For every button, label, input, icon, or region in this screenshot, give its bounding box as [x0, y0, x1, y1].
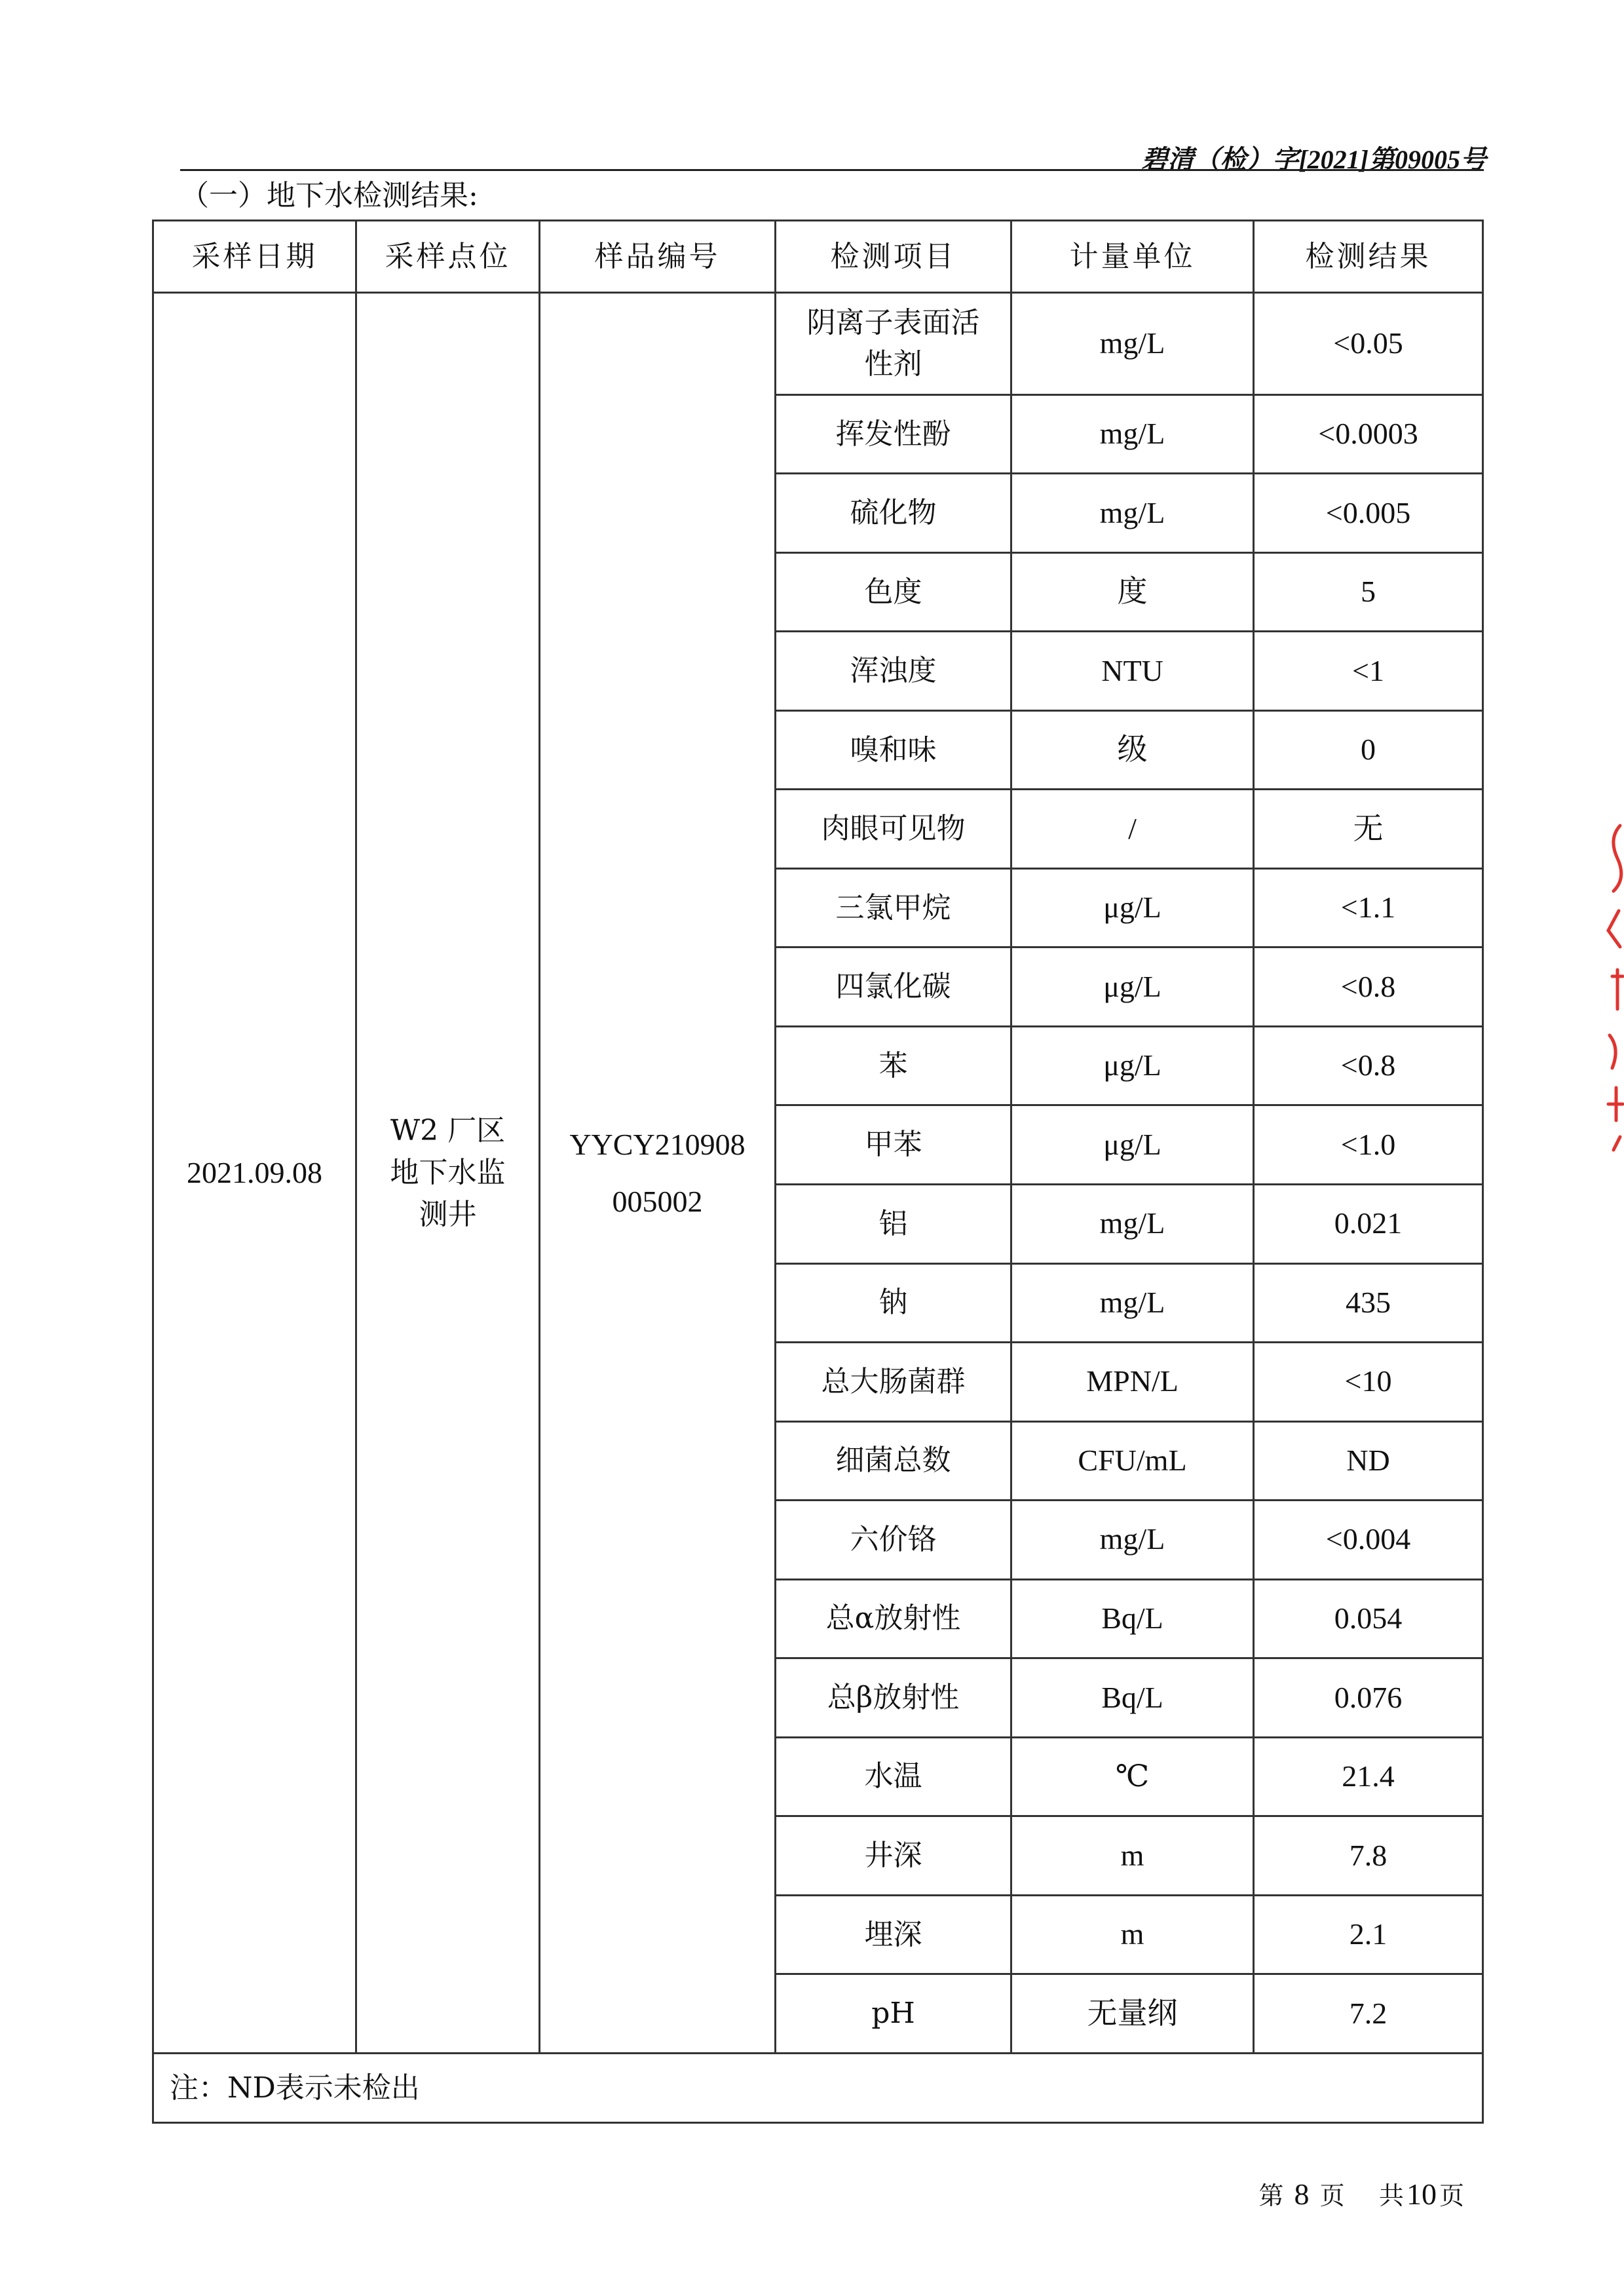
- sample-site-cell-line: 地下水监: [390, 1156, 506, 1190]
- sample-site-cell-line: 测井: [419, 1197, 477, 1231]
- result-cell: 2.1: [1254, 1895, 1483, 1974]
- test-item-cell: [776, 1343, 1011, 1422]
- unit-cell: Bq/L: [1011, 1658, 1254, 1738]
- test-item-cell: [776, 1816, 1011, 1896]
- test-item-cell: [776, 947, 1011, 1027]
- column-header: 检测结果: [1254, 221, 1483, 293]
- result-cell: <1.0: [1254, 1105, 1483, 1185]
- test-item-cell: [776, 1105, 1011, 1185]
- test-item-cell: [776, 790, 1011, 869]
- unit-cell: MPN/L: [1011, 1343, 1254, 1422]
- test-item-cell: [776, 293, 1011, 395]
- report-number: 碧清（检）字[2021]第09005号: [1141, 145, 1486, 174]
- test-item-line: 水温: [864, 1759, 922, 1793]
- result-cell: 0: [1254, 710, 1483, 790]
- note-row: [153, 2054, 1483, 2123]
- page-footer: [1257, 2175, 1465, 2211]
- test-item-cell: [776, 1026, 1011, 1105]
- column-header: 采样点位: [356, 221, 540, 293]
- result-cell: <1: [1254, 632, 1483, 711]
- test-item-line: 阴离子表面活: [806, 305, 980, 339]
- table-body: [153, 293, 1483, 2054]
- result-cell: 7.2: [1254, 1974, 1483, 2054]
- test-item-cell: [776, 632, 1011, 711]
- test-item-line: 三氯甲烷: [835, 890, 951, 925]
- unit-cell: 级: [1011, 710, 1254, 790]
- unit-cell: m: [1011, 1816, 1254, 1896]
- test-item-line: 总β放射性: [827, 1680, 960, 1714]
- page-current: 8: [1294, 2177, 1310, 2211]
- test-item-line: 性剂: [864, 347, 922, 381]
- result-cell: <10: [1254, 1343, 1483, 1422]
- test-item-line: 挥发性酚: [835, 417, 951, 451]
- unit-cell: 无量纲: [1011, 1974, 1254, 2054]
- test-item-line: 六价铬: [850, 1522, 937, 1556]
- sample-site-cell-line: W2 厂区: [390, 1114, 506, 1148]
- column-header: 采样日期: [153, 221, 356, 293]
- unit-cell: /: [1011, 790, 1254, 869]
- unit-cell: μg/L: [1011, 1026, 1254, 1105]
- result-cell: <0.004: [1254, 1501, 1483, 1580]
- test-item-line: 铝: [878, 1206, 908, 1240]
- column-header: 计量单位: [1011, 221, 1254, 293]
- unit-cell: CFU/mL: [1011, 1421, 1254, 1501]
- result-cell: <0.8: [1254, 947, 1483, 1027]
- total-unit: 页: [1439, 2181, 1464, 2210]
- result-cell: <0.05: [1254, 293, 1483, 395]
- result-cell: ND: [1254, 1421, 1483, 1501]
- total-prefix: 共: [1378, 2181, 1404, 2210]
- sample-id-cell-line: YYCY210908: [569, 1127, 746, 1161]
- result-cell: 0.021: [1254, 1185, 1483, 1264]
- test-item-cell: [776, 1579, 1011, 1658]
- unit-cell: mg/L: [1011, 474, 1254, 553]
- result-cell: 7.8: [1254, 1816, 1483, 1896]
- result-cell: 0.076: [1254, 1658, 1483, 1738]
- result-cell: 435: [1254, 1263, 1483, 1343]
- table-head: [153, 221, 1483, 293]
- unit-cell: NTU: [1011, 632, 1254, 711]
- result-cell: <0.8: [1254, 1026, 1483, 1105]
- unit-cell: mg/L: [1011, 1185, 1254, 1264]
- result-cell: <0.005: [1254, 474, 1483, 553]
- table-note: 注：ND表示未检出: [153, 2054, 1483, 2123]
- test-item-cell: [776, 868, 1011, 947]
- test-item-cell: [776, 1501, 1011, 1580]
- test-item-line: 嗅和味: [850, 733, 937, 767]
- result-cell: 21.4: [1254, 1737, 1483, 1816]
- result-cell: <0.0003: [1254, 394, 1483, 474]
- test-item-line: 总α放射性: [825, 1601, 961, 1636]
- groundwater-results-table: [152, 220, 1484, 2124]
- result-cell: 0.054: [1254, 1579, 1483, 1658]
- test-item-line: pH: [871, 1997, 915, 2031]
- test-item-cell: [776, 710, 1011, 790]
- column-header: 检测项目: [776, 221, 1011, 293]
- test-item-cell: [776, 1263, 1011, 1343]
- test-item-line: 埋深: [864, 1917, 922, 1951]
- column-header: 样品编号: [540, 221, 776, 293]
- unit-cell: mg/L: [1011, 1263, 1254, 1343]
- unit-cell: m: [1011, 1895, 1254, 1974]
- unit-cell: μg/L: [1011, 1105, 1254, 1185]
- result-cell: 无: [1254, 790, 1483, 869]
- test-item-cell: [776, 1421, 1011, 1501]
- test-item-cell: [776, 1895, 1011, 1974]
- unit-cell: 度: [1011, 552, 1254, 632]
- unit-cell: Bq/L: [1011, 1579, 1254, 1658]
- test-item-line: 甲苯: [864, 1128, 922, 1162]
- result-cell: 5: [1254, 552, 1483, 632]
- test-item-cell: [776, 1185, 1011, 1264]
- header-row: [153, 221, 1483, 293]
- test-item-cell: [776, 1658, 1011, 1738]
- test-item-cell: [776, 474, 1011, 553]
- sample-id-cell-line: 005002: [612, 1185, 703, 1218]
- unit-cell: mg/L: [1011, 394, 1254, 474]
- page-unit: 页: [1319, 2181, 1345, 2210]
- unit-cell: mg/L: [1011, 293, 1254, 395]
- test-item-line: 四氯化碳: [835, 970, 951, 1004]
- test-item-cell: [776, 1737, 1011, 1816]
- test-item-line: 总大肠菌群: [821, 1364, 966, 1398]
- section-title: （一）地下水检测结果:: [180, 179, 478, 212]
- total-pages: 10: [1406, 2177, 1437, 2211]
- sample-id-cell: [540, 293, 776, 2054]
- seal-stamp-fragment: [1600, 813, 1624, 1153]
- test-item-cell: [776, 394, 1011, 474]
- sample-date-cell: 2021.09.08: [153, 293, 356, 2054]
- test-item-cell: [776, 552, 1011, 632]
- sample-site-cell: [356, 293, 540, 2054]
- header-rule: [180, 169, 1484, 171]
- unit-cell: mg/L: [1011, 1501, 1254, 1580]
- unit-cell: μg/L: [1011, 947, 1254, 1027]
- page-prefix: 第: [1258, 2181, 1284, 2210]
- test-item-line: 肉眼可见物: [821, 812, 966, 846]
- test-item-line: 细菌总数: [835, 1444, 951, 1478]
- unit-cell: ℃: [1011, 1737, 1254, 1816]
- test-item-line: 色度: [864, 575, 922, 609]
- test-item-line: 钠: [878, 1286, 908, 1320]
- test-item-line: 硫化物: [850, 496, 937, 530]
- test-item-line: 井深: [864, 1838, 922, 1872]
- test-item-cell: [776, 1974, 1011, 2054]
- test-item-line: 浑浊度: [850, 654, 937, 688]
- result-cell: <1.1: [1254, 868, 1483, 947]
- test-item-line: 苯: [878, 1048, 908, 1082]
- unit-cell: μg/L: [1011, 868, 1254, 947]
- table-row: [153, 293, 1483, 395]
